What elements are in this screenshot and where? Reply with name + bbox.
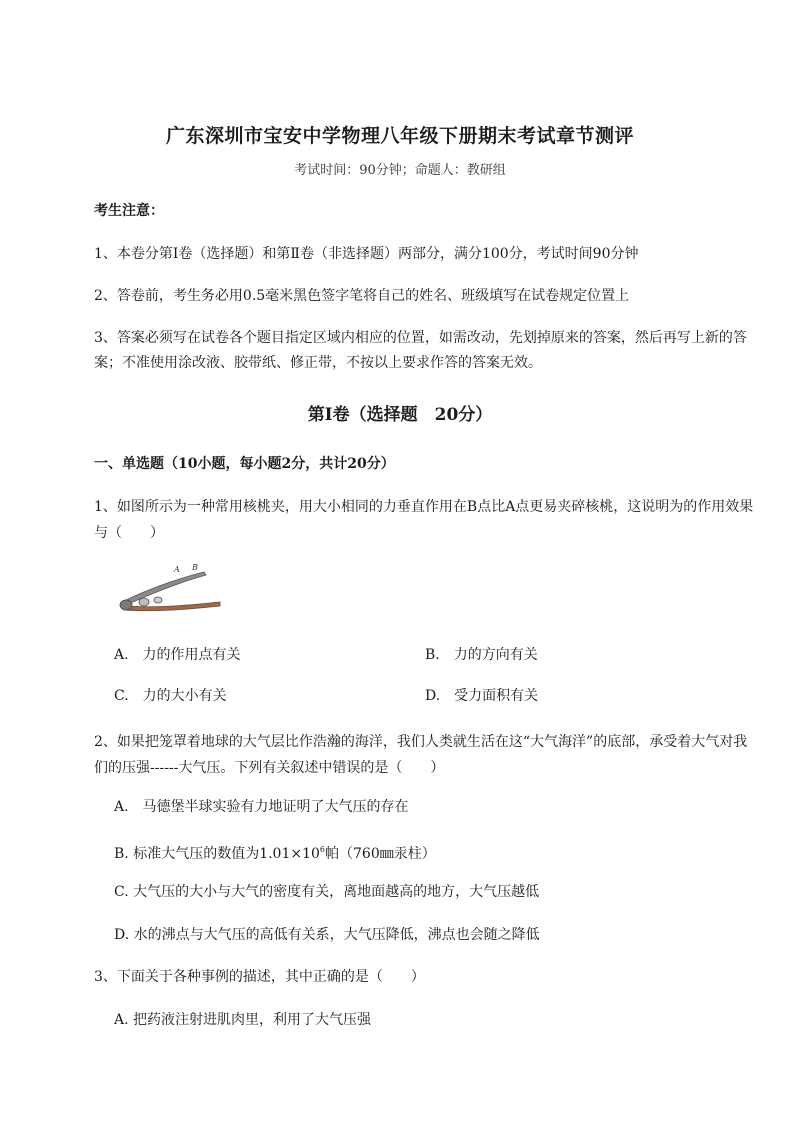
question-3-stem: 3、下面关于各种事例的描述，其中正确的是（ ） — [94, 969, 425, 985]
q1-option-d[interactable]: D. 受力面积有关 — [425, 688, 539, 704]
notice-heading: 考生注意： — [94, 203, 164, 219]
q1-option-b[interactable]: B. 力的方向有关 — [425, 647, 538, 663]
q1-option-a[interactable]: A. 力的作用点有关 — [114, 647, 241, 663]
q1-option-c[interactable]: C. 力的大小有关 — [114, 688, 227, 704]
exam-title: 广东深圳市宝安中学物理八年级下册期末考试章节测评 — [165, 125, 634, 147]
notice-item-2: 2、答卷前，考生务必用0.5毫米黑色签字笔将自己的姓名、班级填写在试卷规定位置上 — [94, 288, 630, 304]
q2-option-d[interactable]: D. 水的沸点与大气压的高低有关系，大气压降低，沸点也会随之降低 — [114, 927, 540, 943]
notice-item-3: 3、答案必须写在试卷各个题目指定区域内相应的位置，如需改动，先划掉原来的答案，然后再写上新的答案；不准使用涂改液、胶带纸、修正带，不按以上要求作答的答案无效。 — [94, 330, 747, 371]
question-1-stem: 1、如图所示为一种常用核桃夹，用大小相同的力垂直作用在B点比A点更易夹碎核桃，这说明为的作用效果与（ ） — [94, 499, 754, 541]
figure-label-b: B — [192, 563, 198, 572]
q3-option-a[interactable]: A. 把药液注射进肌肉里，利用了大气压强 — [114, 1012, 372, 1028]
exam-subtitle: 考试时间：90分钟；命题人：教研组 — [294, 163, 506, 178]
nutcracker-figure — [112, 562, 224, 614]
section-title: 第I卷（选择题 20分） — [307, 405, 493, 425]
part-heading: 一、单选题（10小题，每小题2分，共计20分） — [94, 456, 395, 472]
q2-option-b-text: B. 标准大气压的数值为1.01×10 — [114, 846, 320, 862]
q2-option-c[interactable]: C. 大气压的大小与大气的密度有关，离地面越高的地方，大气压越低 — [114, 884, 540, 900]
q2-option-b-exponent: 6 — [319, 845, 325, 854]
notice-item-1: 1、本卷分第I卷（选择题）和第Ⅱ卷（非选择题）两部分，满分100分，考试时间90分钟 — [94, 246, 639, 262]
q2-option-b[interactable] — [114, 837, 436, 867]
q2-option-b-unit: 帕（760㎜汞柱） — [325, 846, 436, 862]
figure-label-a: A — [174, 565, 180, 574]
question-2-stem: 2、如果把笼罩着地球的大气层比作浩瀚的海洋，我们人类就生活在这“大气海洋”的底部，承受着大气对我们的压强------大气压。下列有关叙述中错误的是（ ） — [94, 734, 748, 776]
q2-option-a[interactable]: A. 马德堡半球实验有力地证明了大气压的存在 — [114, 799, 409, 815]
